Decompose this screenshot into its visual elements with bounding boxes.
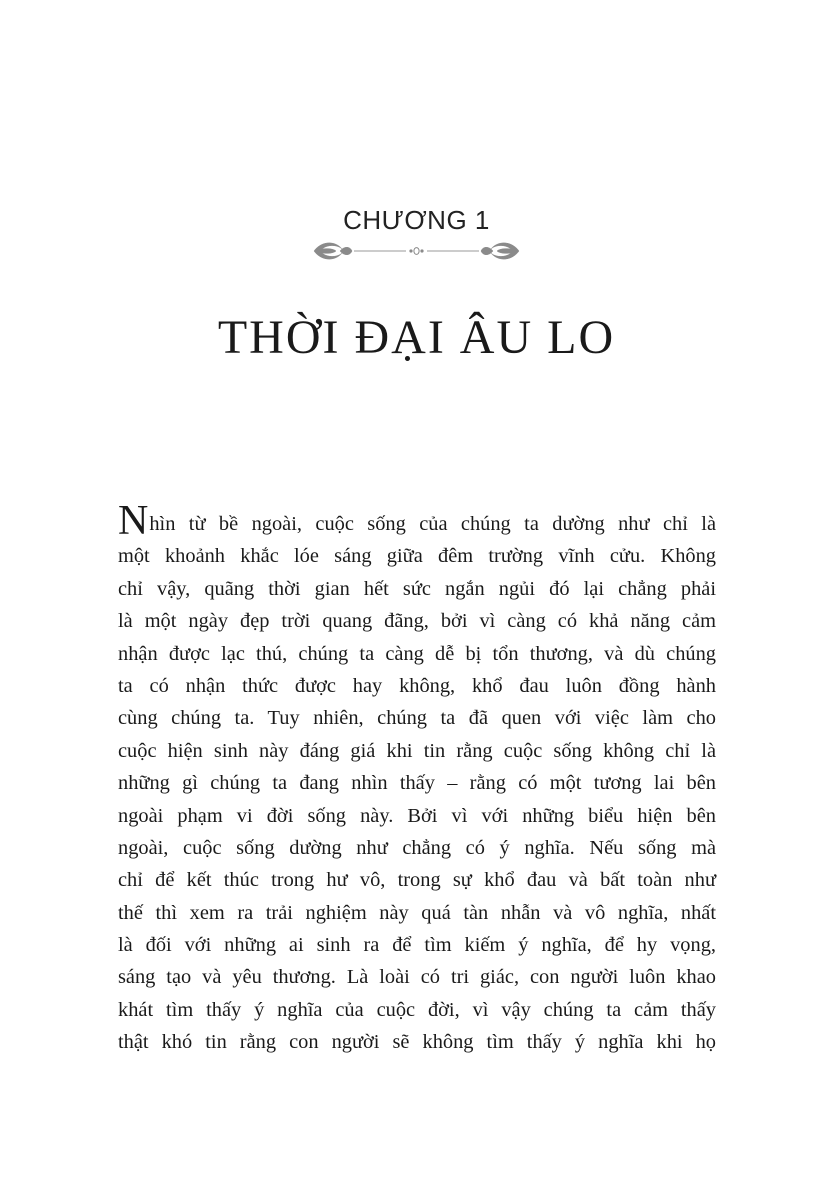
- text-line: là đối với những ai sinh ra để tìm kiếm ý nghĩa, để hy vọng,: [118, 934, 716, 957]
- flourish-divider-icon: [310, 236, 523, 266]
- text-line: một khoảnh khắc lóe sáng giữa đêm trường vĩnh cửu. Không: [118, 545, 716, 568]
- text-line: chỉ để kết thúc trong hư vô, trong sự khổ đau và bất toàn như: [118, 869, 716, 892]
- text-line: khát tìm thấy ý nghĩa của cuộc đời, vì vậy chúng ta cảm thấy: [118, 998, 716, 1021]
- chapter-number: CHƯƠNG 1: [343, 205, 490, 235]
- text-line: thế thì xem ra trải nghiệm này quá tàn nhẫn và vô nghĩa, nhất: [118, 901, 716, 924]
- text-line: thật khó tin rằng con người sẽ không tìm thấy ý nghĩa khi họ: [118, 1031, 716, 1054]
- first-line-text: hìn từ bề ngoài, cuộc sống của chúng ta dường như chỉ là: [149, 513, 716, 535]
- drop-cap: N: [118, 498, 149, 544]
- text-line: ngoài, cuộc sống dường như chẳng có ý nghĩa. Nếu sống mà: [118, 836, 716, 859]
- text-line: những gì chúng ta đang nhìn thấy – rằng có một tương lai bên: [118, 772, 716, 795]
- text-line: cùng chúng ta. Tuy nhiên, chúng ta đã quen với việc làm cho: [118, 707, 716, 730]
- text-line: chỉ vậy, quãng thời gian hết sức ngắn ngủi đó lại chẳng phải: [118, 577, 716, 600]
- text-line: nhận được lạc thú, chúng ta càng dễ bị tổn thương, và dù chúng: [118, 642, 716, 665]
- chapter-body-text: [118, 498, 716, 1059]
- text-line: ngoài phạm vi đời sống này. Bởi vì với những biểu hiện bên: [118, 804, 716, 827]
- text-line: ta có nhận thức được hay không, khổ đau luôn đồng hành: [118, 674, 716, 697]
- text-line: sáng tạo và yêu thương. Là loài có tri giác, con người luôn khao: [118, 966, 716, 989]
- chapter-title: THỜI ĐẠI ÂU LO: [217, 311, 616, 364]
- text-line: cuộc hiện sinh này đáng giá khi tin rằng cuộc sống không chỉ là: [118, 739, 716, 762]
- text-line: [118, 498, 716, 544]
- text-line: là một ngày đẹp trời quang đãng, bởi vì càng có khả năng cảm: [118, 610, 716, 633]
